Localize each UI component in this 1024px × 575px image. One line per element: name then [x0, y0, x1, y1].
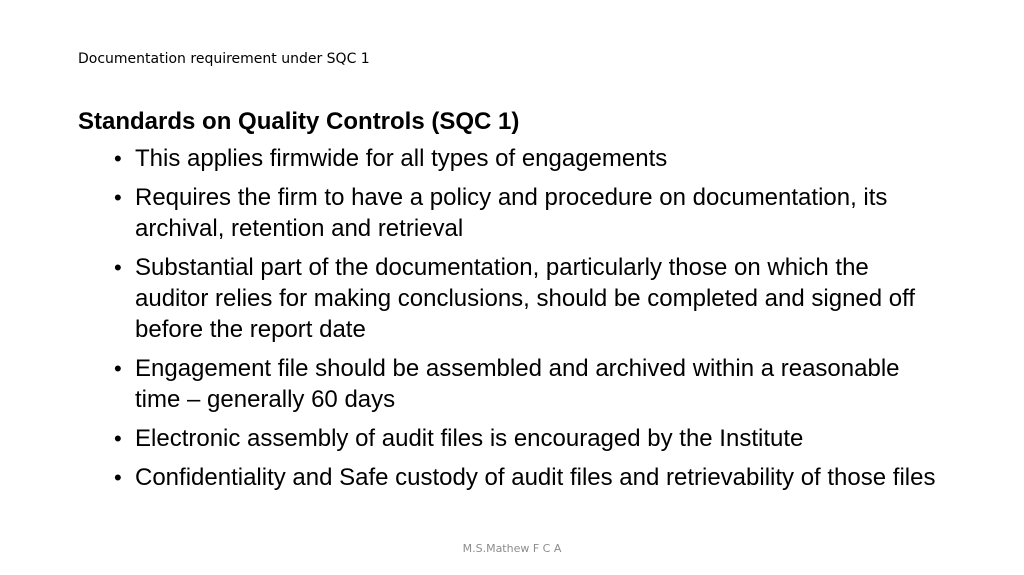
bullet-text: Confidentiality and Safe custody of audit files and retrievability of those files — [135, 464, 936, 491]
bullet-text: Requires the firm to have a policy and procedure on documentation, its archival, retention and retrieval — [135, 184, 888, 242]
bullet-item — [78, 462, 945, 493]
bullet-item — [78, 423, 945, 454]
slide-footer: M.S.Mathew F C A — [462, 542, 562, 555]
bullet-text: Electronic assembly of audit files is encouraged by the Institute — [135, 425, 804, 452]
bullet-text: This applies firmwide for all types of engagements — [135, 145, 668, 172]
bullet-text: Substantial part of the documentation, particularly those on which the auditor relies for making conclusions, should be completed and signed off before the report date — [135, 254, 916, 343]
bullet-item — [78, 143, 945, 174]
bullet-item — [78, 353, 945, 415]
bullet-item — [78, 182, 945, 244]
bullet-item — [78, 252, 945, 345]
bullet-list — [78, 143, 978, 493]
bullet-icon: • — [114, 185, 122, 210]
bullet-icon: • — [114, 426, 122, 451]
bullet-icon: • — [114, 356, 122, 381]
bullet-icon: • — [114, 146, 122, 171]
bullet-icon: • — [114, 465, 122, 490]
slide-content — [78, 105, 978, 501]
slide-title: Documentation requirement under SQC 1 — [78, 51, 370, 67]
section-heading: Standards on Quality Controls (SQC 1) — [78, 108, 520, 135]
bullet-icon: • — [114, 255, 122, 280]
bullet-text: Engagement file should be assembled and archived within a reasonable time – generally 60 days — [135, 355, 900, 413]
